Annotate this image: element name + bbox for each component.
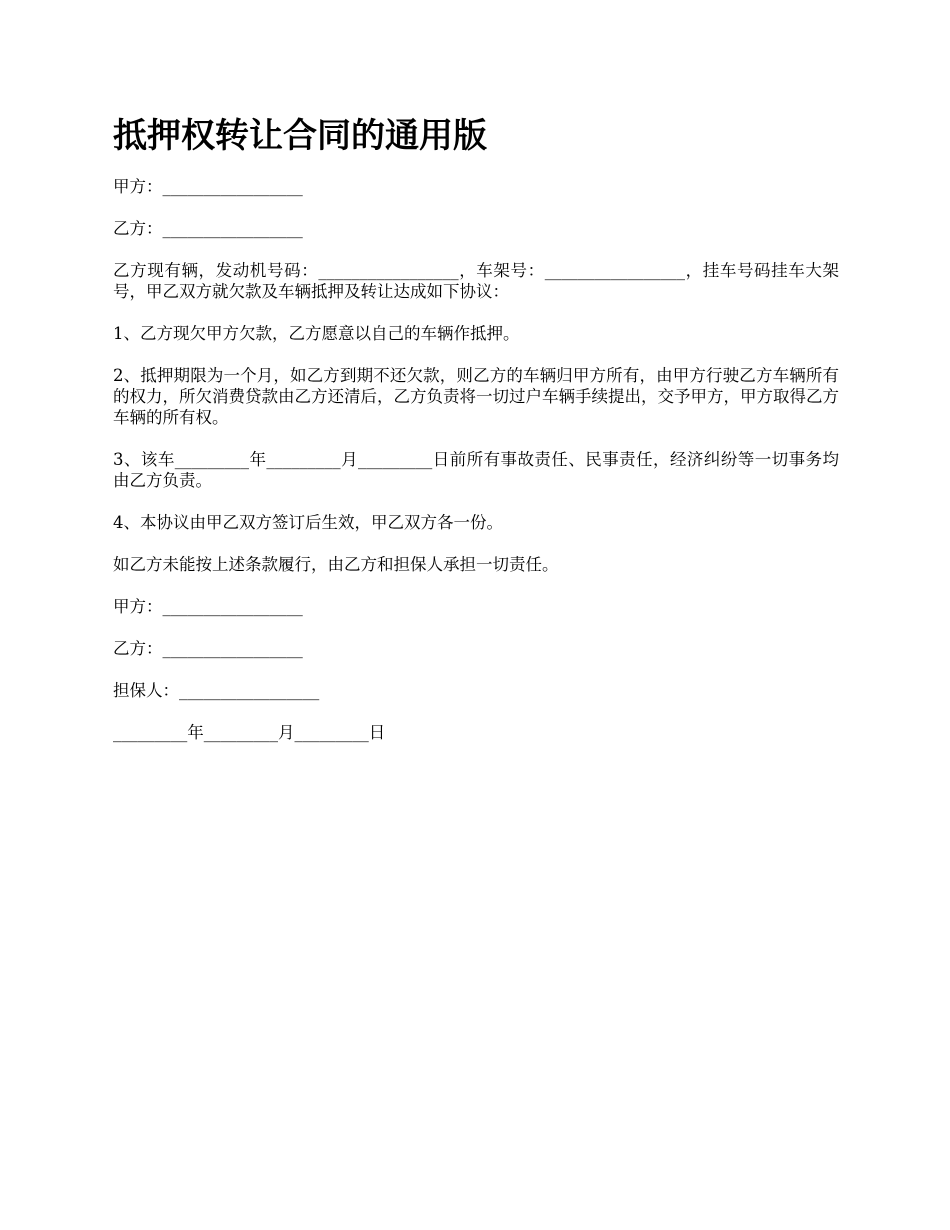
signature-party-b: 乙方：_________________	[113, 639, 303, 658]
party-b-line: 乙方：_________________	[113, 219, 303, 238]
signature-guarantor: 担保人：_________________	[113, 681, 320, 700]
clause-1: 1、乙方现欠甲方欠款，乙方愿意以自己的车辆作抵押。	[113, 324, 520, 343]
signature-date: _________年_________月_________日	[113, 723, 386, 742]
clause-2: 2、抵押期限为一个月，如乙方到期不还欠款，则乙方的车辆归甲方所有，由甲方行驶乙方车辆所有的权力，所欠消费贷款由乙方还清后，乙方负责将一切过户车辆手续提出，交予甲方，甲方取得乙方车辆的所有权。	[113, 366, 839, 427]
clause-4: 4、本协议由甲乙双方签订后生效，甲乙双方各一份。	[113, 513, 503, 532]
document-title: 抵押权转让合同的通用版	[113, 116, 487, 156]
clause-3: 3、该车_________年_________月_________日前所有事故责任、民事责任，经济纠纷等一切事务均由乙方负责。	[113, 450, 839, 490]
signature-party-a: 甲方：_________________	[113, 597, 303, 616]
party-a-line: 甲方：_________________	[113, 177, 303, 196]
liability-statement: 如乙方未能按上述条款履行，由乙方和担保人承担一切责任。	[113, 555, 559, 574]
vehicle-info-paragraph: 乙方现有辆，发动机号码：_________________，车架号：_________________，挂车号码挂车大架号，甲乙双方就欠款及车辆抵押及转让达成如下协议：	[113, 261, 839, 301]
document-page	[113, 112, 839, 764]
